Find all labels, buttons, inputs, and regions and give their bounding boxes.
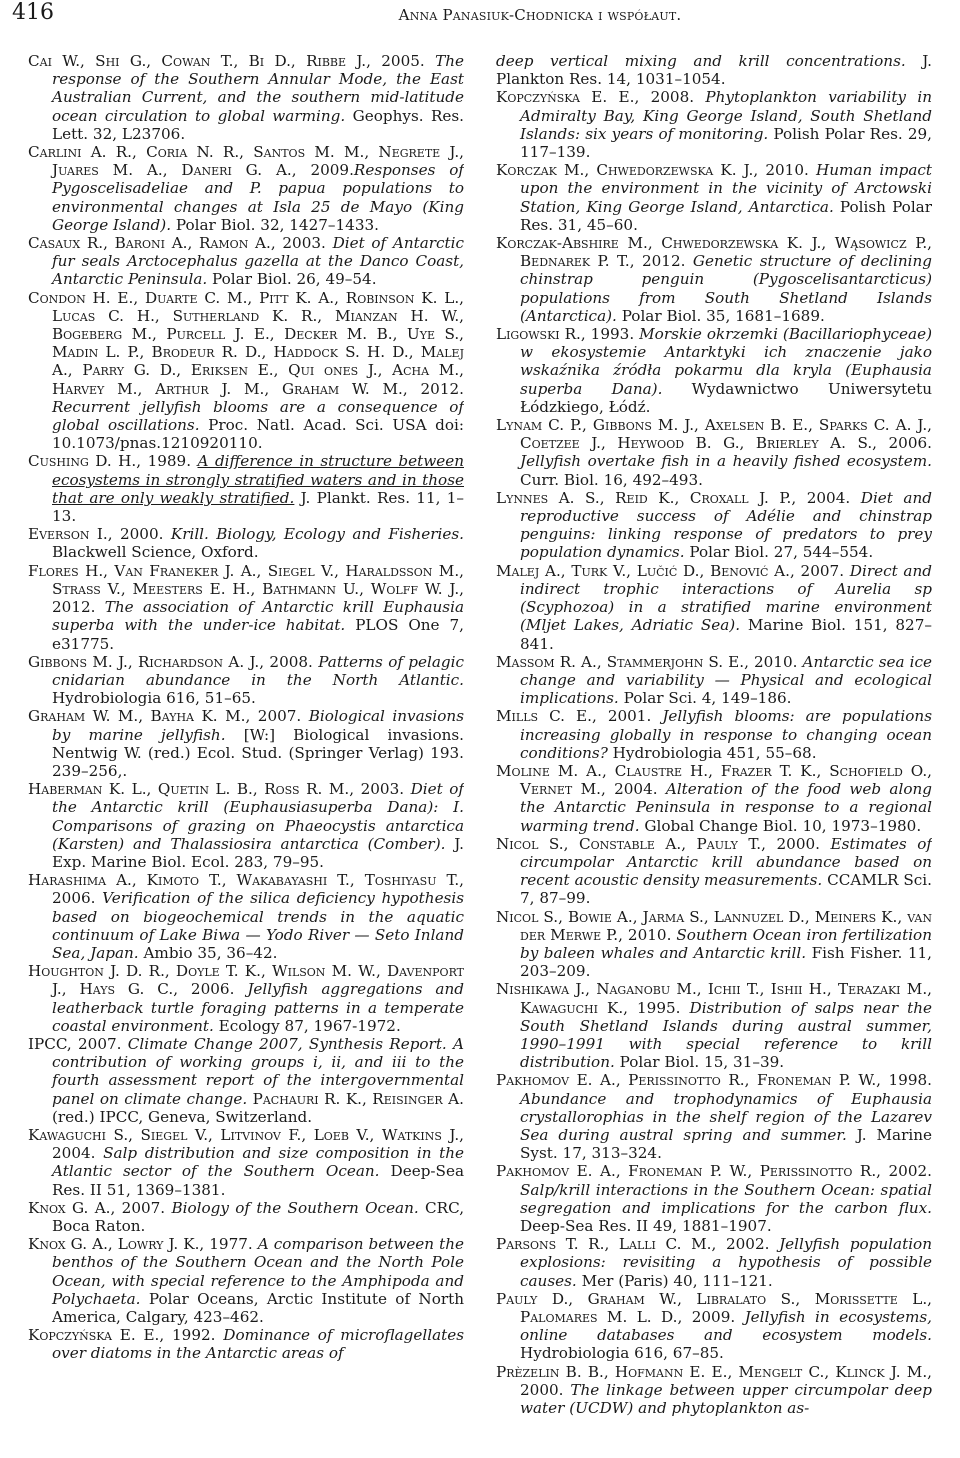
reference-source: Hydrobiologia 616, 51–65. xyxy=(52,689,256,708)
reference-authors: Prèzelin B. B., Hofmann E. E., Mengelt C., Klinck J. M. xyxy=(496,1362,928,1381)
reference-entry xyxy=(28,707,464,780)
reference-year: , 1995. xyxy=(623,998,690,1017)
reference-entry xyxy=(496,835,932,908)
reference-authors: Houghton J. D. R., Doyle T. K., Wilson M. W., Davenport J., Hays G. C. xyxy=(28,962,464,999)
reference-year: , 2012. xyxy=(402,379,464,398)
reference-entry xyxy=(28,1199,464,1235)
reference-entry xyxy=(28,525,464,561)
reference-title: Jellyfish population explosions: revisiting a hypothesis of possible causes. xyxy=(520,1235,932,1290)
reference-year: , 2002. xyxy=(711,1235,780,1254)
reference-entry xyxy=(496,1290,932,1363)
reference-title: Jellyfish in ecosystems, online databases and ecosystem models. xyxy=(520,1308,932,1345)
reference-source: Hydrobiologia 451, 55–68. xyxy=(607,743,817,762)
reference-source: Hydrobiologia 616, 67–85. xyxy=(520,1344,724,1363)
reference-year: , 2000. xyxy=(107,525,171,544)
reference-year: , 2007. xyxy=(245,707,309,726)
reference-authors: Kopczyńska E. E. xyxy=(28,1326,160,1345)
reference-source: Deep-Sea Res. II 49, 1881–1907. xyxy=(520,1217,772,1235)
reference-source: Blackwell Science, Oxford. xyxy=(52,543,259,562)
reference-year: , 2004. xyxy=(600,780,666,799)
reference-title: Alteration of the food web along the Antarctic Peninsula in response to a regional warming trend. xyxy=(520,780,932,835)
reference-entry xyxy=(28,234,464,289)
reference-authors: Haberman K. L., Quetin L. B., Ross R. M. xyxy=(28,780,350,799)
reference-entry xyxy=(28,1126,464,1199)
reference-title: Human impact upon the environment in the vicinity of Arctowski Station, King George Island, Antarctica. xyxy=(520,161,932,216)
reference-title: Jellyfish overtake fish in a heavily fished ecosystem. xyxy=(520,452,932,471)
reference-year: , 2005. xyxy=(366,52,436,70)
reference-source: Marine Biol. 151, 827–841. xyxy=(520,616,932,653)
reference-source: Polar Oceans, Arctic Institute of North America, Calgary, 423–462. xyxy=(52,1289,464,1327)
reference-authors: Moline M. A., Claustre H., Frazer T. K., Schofield O., Vernet M. xyxy=(496,761,932,799)
reference-year: , 2002. xyxy=(876,1162,932,1181)
reference-title: Diet of the Antarctic krill (Euphausiasuperba Dana): I. Comparisons of grazing on Phaeocystis antarctica (Karsten) and Thalassiosira antarctica (Comber). xyxy=(52,780,464,853)
reference-title: Dominance of microflagellates over diatoms in the Antarctic areas of xyxy=(52,1326,464,1363)
running-head: Anna Panasiuk-Chodnicka i współaut. xyxy=(398,6,682,24)
reference-title: Abundance and trophodynamics of Euphausia crystallorophias in the shelf region of the Lazarev Sea during austral spring and summer. xyxy=(520,1089,932,1144)
reference-authors: Cai W., Shi G., Cowan T., Bi D., Ribbe J. xyxy=(28,52,367,70)
reference-authors: Condon H. E., Duarte C. M., Pitt K. A., Robinson K. L., Lucas C. H., Sutherland K. R., Mianzan H. W., Bogeberg M., Purcell J. E., Decker M. B., Uye S., Madin L. P., Brodeur R. D., Haddock S. H. D., Malej A., Parry G. D., Eriksen E., Qui ones J., Acha M., Harvey M., Arthur J. M., Graham W. M. xyxy=(28,288,464,398)
reference-source: Ecology 87, 1967-1972. xyxy=(213,1016,401,1035)
reference-source: (red.) IPCC, Geneva, Switzerland. xyxy=(52,1107,313,1126)
page-header xyxy=(0,0,960,44)
reference-authors: Nicol S., Constable A., Pauly T. xyxy=(496,834,762,853)
reference-year: , 2000. xyxy=(761,834,831,853)
reference-source: Polar Sci. 4, 149–186. xyxy=(618,689,792,708)
reference-editors: Pachauri R. K., Reisinger A. xyxy=(252,1089,464,1108)
reference-title: The association of Antarctic krill Euphausia superba with the under-ice habitat. xyxy=(52,598,464,635)
reference-year: , 2008. xyxy=(259,652,319,671)
reference-entry xyxy=(496,1162,932,1235)
reference-entry xyxy=(496,980,932,1071)
reference-title: deep vertical mixing and krill concentrations. xyxy=(496,52,906,70)
reference-source: Polar Biol. 26, 49–54. xyxy=(207,270,377,289)
reference-year: , 2004. xyxy=(52,1125,464,1163)
reference-title: Climate Change 2007, Synthesis Report. A contribution of working groups i, ii, and iii to the fourth assessment report of the intergovernmental panel on climate change. xyxy=(52,1034,464,1108)
reference-source: Fish Fisher. 11, 203–209. xyxy=(520,943,932,981)
reference-authors: Kawaguchi S., Siegel V., Litvinov F., Loeb V., Watkins J. xyxy=(28,1125,460,1144)
reference-source: Polar Biol. 15, 31–39. xyxy=(614,1053,785,1072)
reference-year: , 2010. xyxy=(753,161,816,180)
reference-authors: Mills C. E. xyxy=(496,707,592,726)
reference-source: Ambio 35, 36–42. xyxy=(138,943,278,962)
reference-entry xyxy=(496,1363,932,1418)
reference-source: Global Change Biol. 10, 1973–1980. xyxy=(639,816,922,835)
reference-source: Deep-Sea Res. II 51, 1369–1381. xyxy=(52,1162,464,1199)
reference-source: CCAMLR Sci. 7, 87–99. xyxy=(520,871,932,908)
reference-source: Wydawnictwo Uniwersytetu Łódzkiego, Łódź. xyxy=(520,379,932,416)
reference-title: The linkage between upper circumpolar deep water (UCDW) and phytoplankton as- xyxy=(520,1380,932,1418)
reference-title: Morskie okrzemki (Bacillariophyceae) w ekosystemie Antarktyki ich znaczenie jako wskaźnika źródła pokarmu dla kryla (Euphausia superba Dana). xyxy=(520,325,932,398)
reference-year: , 2009. xyxy=(677,1308,745,1327)
reference-entry xyxy=(28,562,464,653)
reference-year: , 2004. xyxy=(791,488,861,507)
reference-source: Polar Biol. 32, 1427–1433. xyxy=(171,215,379,234)
reference-source: Polar Biol. 27, 544–554. xyxy=(684,543,874,562)
reference-entry xyxy=(496,489,932,562)
reference-authors: Knox G. A. xyxy=(28,1198,111,1217)
reference-authors: Pakhomov E. A., Perissinotto R., Froneman P. W. xyxy=(496,1071,877,1090)
reference-title: Distribution of salps near the South Shetland Islands during austral summer, 1990–1991 with special reference to krill distribution. xyxy=(520,998,932,1072)
reference-title: Estimates of circumpolar Antarctic krill abundance based on recent acoustic density measurements. xyxy=(520,834,932,890)
reference-authors: Casaux R., Baroni A., Ramon A. xyxy=(28,234,271,253)
reference-entry xyxy=(28,1326,464,1362)
reference-authors: Korczak-Abshire M., Chwedorzewska K. J., Wąsowicz P., Bednarek P. T. xyxy=(496,234,932,271)
reference-source: Polar Biol. 35, 1681–1689. xyxy=(616,306,825,325)
reference-authors: Graham W. M., Bayha K. M. xyxy=(28,707,246,726)
reference-authors: Carlini A. R., Coria N. R., Santos M. M., Negrete J., Juares M. A., Daneri G. A. xyxy=(28,143,464,180)
reference-year: , 2008. xyxy=(634,88,706,107)
reference-entry xyxy=(496,161,932,234)
reference-title: Verification of the silica deficiency hypothesis based on biogeochemical trends in the aquatic continuum of Lake Biwa — Yodo River — Seto Inland Sea, Japan. xyxy=(52,889,464,962)
reference-year: , 2006. xyxy=(173,980,248,999)
reference-authors: Pakhomov E. A., Froneman P. W., Perissinotto R. xyxy=(496,1162,877,1181)
reference-year: , 2010. xyxy=(618,925,677,944)
reference-year: , 1993. xyxy=(580,325,640,344)
reference-source: Polish Polar Res. 29, 117–139. xyxy=(520,124,932,162)
reference-title: Jellyfish aggregations and leatherback turtle foraging patterns in a temperate coastal environment. xyxy=(52,980,464,1035)
reference-source: Geophys. Res. Lett. 32, L23706. xyxy=(52,106,464,143)
reference-entry xyxy=(28,1235,464,1326)
reference-entry xyxy=(28,871,464,962)
reference-title: Salp distribution and size composition in the Atlantic sector of the Southern Ocean. xyxy=(52,1144,464,1181)
reference-year: , 2003. xyxy=(270,234,333,253)
reference-year: , 2007. xyxy=(789,561,850,580)
reference-entry xyxy=(496,762,932,835)
reference-authors: Korczak M., Chwedorzewska K. J. xyxy=(496,161,754,180)
reference-source: J. Exp. Marine Biol. Ecol. 283, 79–95. xyxy=(52,834,464,871)
reference-title: Patterns of pelagic cnidarian abundance in the North Atlantic. xyxy=(52,652,464,689)
reference-authors: Kopczyńska E. E. xyxy=(496,88,635,107)
reference-authors: Cushing D. H. xyxy=(28,452,137,471)
reference-entry xyxy=(496,52,932,88)
reference-year: IPCC, 2007. xyxy=(28,1034,128,1053)
reference-year: , 2010. xyxy=(744,652,803,671)
reference-title: A difference in structure between ecosystems in strongly stratified waters and in those that are only weakly stratified. xyxy=(52,452,464,507)
reference-title: Genetic structure of declining chinstrap penguin (Pygoscelisantarcticus) populations from South Shetland Islands (Antarctica). xyxy=(520,252,932,325)
reference-title: Diet of Antarctic fur seals Arctocephalus gazella at the Danco Coast, Antarctic Peninsula. xyxy=(52,234,464,289)
reference-source: Mer (Paris) 40, 111–121. xyxy=(576,1271,773,1290)
reference-source: J. Plankton Res. 14, 1031–1054. xyxy=(496,52,932,89)
reference-year: , 1977. xyxy=(199,1235,258,1254)
reference-year: , 1992. xyxy=(159,1326,224,1345)
reference-title: Phytoplankton variability in Admiralty Bay, King George Island, South Shetland Islands: six years of monitoring. xyxy=(520,88,932,143)
reference-entry xyxy=(496,653,932,708)
reference-authors: Flores H., Van Franeker J. A., Siegel V., Haraldsson M., Strass V., Meesters E. H., Bathmann U., Wolff W. J. xyxy=(28,561,464,598)
reference-authors: Lynnes A. S., Reid K., Croxall J. P. xyxy=(496,488,792,507)
reference-entry xyxy=(496,707,932,762)
reference-entry xyxy=(28,452,464,525)
reference-entry xyxy=(496,1235,932,1290)
reference-title: A comparison between the benthos of the Southern Ocean and the North Pole Ocean, with special reference to the Amphipoda and Polychaeta. xyxy=(52,1235,464,1308)
reference-entry xyxy=(28,1035,464,1126)
reference-entry xyxy=(496,562,932,653)
reference-authors: Parsons T. R., Lalli C. M. xyxy=(496,1235,712,1254)
reference-entry xyxy=(496,234,932,325)
reference-entry xyxy=(496,416,932,489)
reference-source: J. Marine Syst. 17, 313–324. xyxy=(520,1125,932,1163)
reference-entry xyxy=(28,780,464,871)
reference-source: PLOS One 7, e31775. xyxy=(52,616,464,653)
reference-entry xyxy=(496,325,932,416)
reference-entry xyxy=(28,143,464,234)
reference-entry xyxy=(28,52,464,143)
reference-title: The response of the Southern Annular Mode, the East Australian Current, and the southern mid-latitude ocean circulation to global warming. xyxy=(52,52,464,125)
reference-authors: Pauly D., Graham W., Libralato S., Morissette L., Palomares M. L. D. xyxy=(496,1289,932,1327)
reference-authors: Ligowski R. xyxy=(496,325,581,344)
reference-authors: Massom R. A., Stammerjohn S. E. xyxy=(496,652,745,671)
reference-title: Krill. Biology, Ecology and Fisheries. xyxy=(170,525,464,544)
reference-year: , 2000. xyxy=(520,1362,932,1399)
reference-year: , 1989. xyxy=(136,452,198,471)
reference-authors: Gibbons M. J., Richardson A. J. xyxy=(28,652,260,671)
references-right-column xyxy=(496,52,932,1452)
reference-title: Direct and indirect trophic interactions of Aurelia sp (Scyphozoa) in a stratified marine environment (Mljet Lakes, Adriatic Sea). xyxy=(520,561,932,635)
reference-title: Responses of Pygoscelisadeliae and P. papua populations to environmental changes at Isla 25 de Mayo (King George Island). xyxy=(52,161,464,234)
reference-source: Polish Polar Res. 31, 45–60. xyxy=(520,197,932,234)
reference-authors: Nicol S., Bowie A., Jarma S., Lannuzel D., Meiners K., van der Merwe P. xyxy=(496,907,932,944)
reference-source: CRC, Boca Raton. xyxy=(52,1198,464,1235)
reference-authors: Nishikawa J., Naganobu M., Ichii T., Ishii H., Terazaki M., Kawaguchi K. xyxy=(496,980,932,1017)
reference-year: , 1998. xyxy=(876,1071,932,1090)
reference-year: , 2007. xyxy=(110,1198,172,1217)
reference-year: , 2006. xyxy=(872,434,932,453)
reference-entry xyxy=(496,908,932,981)
reference-year: , 2001. xyxy=(591,707,663,726)
reference-source: J. Plankt. Res. 11, 1–13. xyxy=(52,488,464,526)
reference-year: , 2009. xyxy=(291,161,354,180)
reference-authors: Malej A., Turk V., Lučić D., Benović A. xyxy=(496,561,790,580)
reference-entry xyxy=(496,1071,932,1162)
reference-title: Biology of the Southern Ocean. xyxy=(171,1198,419,1217)
reference-title: Antarctic sea ice change and variability — Physical and ecological implications. xyxy=(520,652,932,708)
reference-title: Biological invasions by marine jellyfish. xyxy=(52,707,464,744)
reference-source: Proc. Natl. Acad. Sci. USA doi: 10.1073/pnas.1210920110. xyxy=(52,416,464,453)
reference-year: , 2012. xyxy=(52,579,464,617)
reference-year: , 2012. xyxy=(629,252,693,271)
reference-authors: Lynam C. P., Gibbons M. J., Axelsen B. E., Sparks C. A. J., Coetzee J., Heywood B. G., Brierley A. S. xyxy=(496,416,932,453)
reference-title: Diet and reproductive success of Adélie and chinstrap penguins: linking response of predators to prey population dynamics. xyxy=(520,488,932,562)
page-number: 416 xyxy=(12,0,54,25)
reference-title: Jellyfish blooms: are populations increasing globally in response to changing ocean conditions? xyxy=(520,707,932,762)
reference-entry xyxy=(28,289,464,453)
reference-authors: Harashima A., Kimoto T., Wakabayashi T., Toshiyasu T. xyxy=(28,871,460,890)
reference-authors: Knox G. A., Lowry J. K. xyxy=(28,1235,200,1254)
reference-year: , 2006. xyxy=(52,871,464,908)
reference-title: Salp/krill interactions in the Southern Ocean: spatial segregation and implications for the carbon flux. xyxy=(520,1180,932,1217)
references-left-column xyxy=(28,52,464,1452)
reference-entry xyxy=(28,962,464,1035)
reference-title: Southern Ocean iron fertilization by baleen whales and Antarctic krill. xyxy=(520,925,932,962)
reference-source: [W:] Biological invasions. Nentwig W. (red.) Ecol. Stud. (Springer Verlag) 193. 239–256,. xyxy=(52,725,464,780)
reference-entry xyxy=(28,653,464,708)
reference-year: , 2003. xyxy=(349,780,411,799)
reference-source: Curr. Biol. 16, 492–493. xyxy=(520,470,703,489)
reference-title: Recurrent jellyfish blooms are a consequence of global oscillations. xyxy=(52,397,464,435)
reference-authors: Everson I. xyxy=(28,525,108,544)
reference-entry xyxy=(496,88,932,161)
